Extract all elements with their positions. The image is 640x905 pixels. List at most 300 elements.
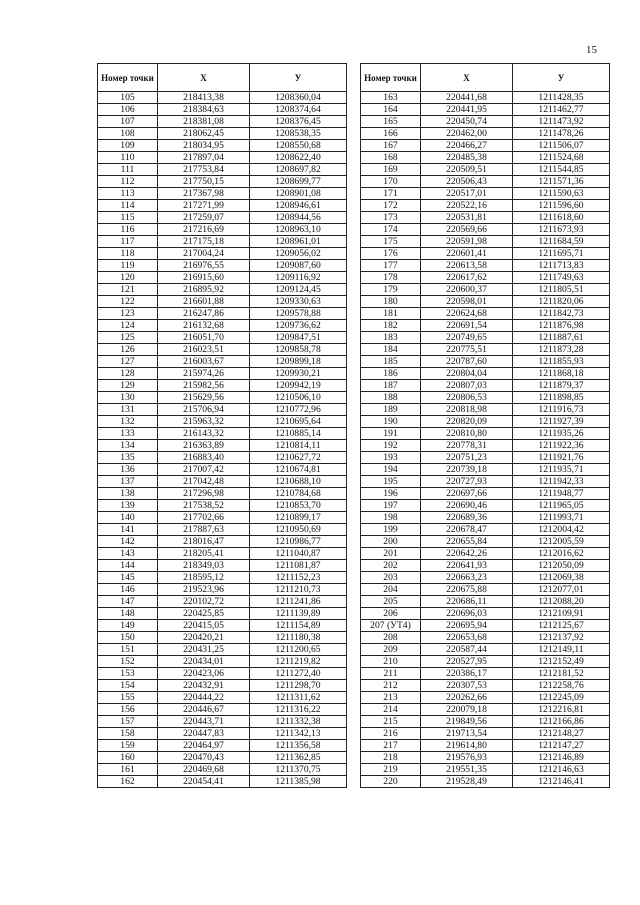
cell-x: 220506,43 <box>421 176 513 188</box>
cell-x: 216247,86 <box>158 308 250 320</box>
cell-point-number: 194 <box>361 464 421 476</box>
table-row <box>361 320 610 332</box>
table-row <box>361 440 610 452</box>
cell-point-number: 147 <box>98 596 158 608</box>
cell-point-number: 145 <box>98 572 158 584</box>
cell-y: 1212137,92 <box>513 632 610 644</box>
cell-x: 216976,55 <box>158 260 250 272</box>
table-row <box>98 104 347 116</box>
cell-x: 218016,47 <box>158 536 250 548</box>
cell-point-number: 115 <box>98 212 158 224</box>
cell-point-number: 118 <box>98 248 158 260</box>
table-row <box>361 524 610 536</box>
table-row <box>98 608 347 620</box>
cell-x: 218062,45 <box>158 128 250 140</box>
cell-x: 216915,60 <box>158 272 250 284</box>
cell-point-number: 151 <box>98 644 158 656</box>
cell-x: 220591,98 <box>421 236 513 248</box>
table-row <box>361 356 610 368</box>
cell-x: 220675,88 <box>421 584 513 596</box>
cell-y: 1212146,89 <box>513 752 610 764</box>
cell-point-number: 156 <box>98 704 158 716</box>
cell-y: 1211935,71 <box>513 464 610 476</box>
table-row <box>98 140 347 152</box>
cell-x: 217702,66 <box>158 512 250 524</box>
table-row <box>361 404 610 416</box>
cell-y: 1212088,20 <box>513 596 610 608</box>
cell-y: 1211210,73 <box>250 584 347 596</box>
cell-y: 1208963,10 <box>250 224 347 236</box>
cell-point-number: 173 <box>361 212 421 224</box>
cell-point-number: 133 <box>98 428 158 440</box>
cell-point-number: 179 <box>361 284 421 296</box>
cell-x: 220820,09 <box>421 416 513 428</box>
cell-point-number: 167 <box>361 140 421 152</box>
cell-y: 1211370,75 <box>250 764 347 776</box>
cell-y: 1211544,85 <box>513 164 610 176</box>
cell-point-number: 106 <box>98 104 158 116</box>
cell-point-number: 207 (УТ4) <box>361 620 421 632</box>
cell-y: 1211921,76 <box>513 452 610 464</box>
coordinates-table-right <box>360 63 610 788</box>
table-row <box>361 296 610 308</box>
cell-y: 1212146,63 <box>513 764 610 776</box>
cell-point-number: 217 <box>361 740 421 752</box>
cell-y: 1211879,37 <box>513 380 610 392</box>
cell-x: 218349,03 <box>158 560 250 572</box>
cell-y: 1211749,63 <box>513 272 610 284</box>
cell-point-number: 150 <box>98 632 158 644</box>
table-row <box>98 200 347 212</box>
cell-point-number: 116 <box>98 224 158 236</box>
cell-x: 217175,18 <box>158 236 250 248</box>
table-row <box>98 128 347 140</box>
cell-x: 220509,51 <box>421 164 513 176</box>
table-row <box>98 728 347 740</box>
cell-x: 220775,51 <box>421 344 513 356</box>
table-row <box>98 116 347 128</box>
cell-x: 220804,04 <box>421 368 513 380</box>
cell-x: 220810,80 <box>421 428 513 440</box>
table-row <box>98 764 347 776</box>
cell-y: 1211200,65 <box>250 644 347 656</box>
cell-y: 1211524,68 <box>513 152 610 164</box>
table-row <box>98 236 347 248</box>
cell-x: 220690,46 <box>421 500 513 512</box>
cell-x: 216023,51 <box>158 344 250 356</box>
cell-point-number: 105 <box>98 92 158 104</box>
cell-y: 1211316,22 <box>250 704 347 716</box>
cell-point-number: 182 <box>361 320 421 332</box>
cell-point-number: 159 <box>98 740 158 752</box>
table-header-row <box>361 64 610 92</box>
cell-y: 1211855,93 <box>513 356 610 368</box>
cell-x: 220727,93 <box>421 476 513 488</box>
table-row <box>98 572 347 584</box>
table-row <box>361 344 610 356</box>
cell-x: 219576,93 <box>421 752 513 764</box>
cell-x: 220778,31 <box>421 440 513 452</box>
cell-point-number: 186 <box>361 368 421 380</box>
table-row <box>361 620 610 632</box>
cell-x: 217897,04 <box>158 152 250 164</box>
cell-point-number: 177 <box>361 260 421 272</box>
cell-point-number: 123 <box>98 308 158 320</box>
cell-x: 220613,58 <box>421 260 513 272</box>
cell-x: 219849,56 <box>421 716 513 728</box>
cell-y: 1211154,89 <box>250 620 347 632</box>
cell-y: 1211684,59 <box>513 236 610 248</box>
cell-point-number: 122 <box>98 296 158 308</box>
cell-point-number: 192 <box>361 440 421 452</box>
cell-point-number: 211 <box>361 668 421 680</box>
cell-y: 1211842,73 <box>513 308 610 320</box>
cell-y: 1211805,51 <box>513 284 610 296</box>
cell-point-number: 185 <box>361 356 421 368</box>
table-row <box>361 236 610 248</box>
cell-y: 1208374,64 <box>250 104 347 116</box>
table-row <box>361 776 610 788</box>
cell-point-number: 126 <box>98 344 158 356</box>
cell-point-number: 162 <box>98 776 158 788</box>
table-row <box>98 536 347 548</box>
table-row <box>98 428 347 440</box>
cell-x: 220696,03 <box>421 608 513 620</box>
cell-point-number: 148 <box>98 608 158 620</box>
cell-point-number: 121 <box>98 284 158 296</box>
cell-point-number: 184 <box>361 344 421 356</box>
cell-point-number: 128 <box>98 368 158 380</box>
cell-point-number: 137 <box>98 476 158 488</box>
cell-point-number: 110 <box>98 152 158 164</box>
cell-x: 220569,66 <box>421 224 513 236</box>
cell-x: 220423,06 <box>158 668 250 680</box>
cell-point-number: 134 <box>98 440 158 452</box>
table-row <box>98 620 347 632</box>
cell-point-number: 108 <box>98 128 158 140</box>
table-row <box>98 152 347 164</box>
cell-x: 220415,05 <box>158 620 250 632</box>
cell-y: 1211713,83 <box>513 260 610 272</box>
cell-y: 1212166,86 <box>513 716 610 728</box>
cell-x: 220601,41 <box>421 248 513 260</box>
cell-point-number: 129 <box>98 380 158 392</box>
cell-y: 1211298,70 <box>250 680 347 692</box>
cell-x: 216003,67 <box>158 356 250 368</box>
table-row <box>98 500 347 512</box>
cell-point-number: 119 <box>98 260 158 272</box>
table-row <box>98 548 347 560</box>
cell-point-number: 181 <box>361 308 421 320</box>
cell-y: 1211139,89 <box>250 608 347 620</box>
cell-x: 220807,03 <box>421 380 513 392</box>
table-row <box>361 248 610 260</box>
cell-x: 220441,68 <box>421 92 513 104</box>
cell-x: 215974,26 <box>158 368 250 380</box>
cell-x: 220587,44 <box>421 644 513 656</box>
cell-point-number: 216 <box>361 728 421 740</box>
table-row <box>361 308 610 320</box>
table-row <box>361 596 610 608</box>
table-row <box>98 164 347 176</box>
cell-point-number: 112 <box>98 176 158 188</box>
table-row <box>361 272 610 284</box>
table-row <box>361 668 610 680</box>
cell-y: 1211948,77 <box>513 488 610 500</box>
cell-point-number: 111 <box>98 164 158 176</box>
cell-point-number: 210 <box>361 656 421 668</box>
cell-y: 1208944,56 <box>250 212 347 224</box>
cell-x: 217750,15 <box>158 176 250 188</box>
cell-x: 216601,88 <box>158 296 250 308</box>
header-point-number: Номер точки <box>361 64 421 92</box>
page-number: 15 <box>586 44 597 56</box>
cell-y: 1212149,11 <box>513 644 610 656</box>
table-row <box>98 368 347 380</box>
table-row <box>98 716 347 728</box>
cell-point-number: 203 <box>361 572 421 584</box>
cell-x: 220470,43 <box>158 752 250 764</box>
cell-x: 220655,84 <box>421 536 513 548</box>
table-row <box>98 644 347 656</box>
cell-x: 220531,81 <box>421 212 513 224</box>
cell-point-number: 193 <box>361 452 421 464</box>
cell-y: 1212181,52 <box>513 668 610 680</box>
cell-y: 1212016,62 <box>513 548 610 560</box>
cell-x: 217259,07 <box>158 212 250 224</box>
cell-y: 1211596,60 <box>513 200 610 212</box>
table-row <box>98 308 347 320</box>
header-point-number: Номер точки <box>98 64 158 92</box>
cell-point-number: 187 <box>361 380 421 392</box>
cell-point-number: 170 <box>361 176 421 188</box>
table-row <box>361 200 610 212</box>
table-row <box>361 332 610 344</box>
cell-y: 1210853,70 <box>250 500 347 512</box>
cell-x: 216143,32 <box>158 428 250 440</box>
table-row <box>361 152 610 164</box>
cell-y: 1211241,86 <box>250 596 347 608</box>
cell-x: 220787,60 <box>421 356 513 368</box>
cell-point-number: 214 <box>361 704 421 716</box>
cell-point-number: 201 <box>361 548 421 560</box>
cell-x: 220689,36 <box>421 512 513 524</box>
cell-x: 220454,41 <box>158 776 250 788</box>
header-y: У <box>513 64 610 92</box>
table-row <box>361 392 610 404</box>
table-row <box>98 452 347 464</box>
cell-point-number: 195 <box>361 476 421 488</box>
cell-y: 1211506,07 <box>513 140 610 152</box>
table-row <box>98 284 347 296</box>
cell-x: 220806,53 <box>421 392 513 404</box>
cell-x: 220386,17 <box>421 668 513 680</box>
cell-x: 216883,40 <box>158 452 250 464</box>
cell-point-number: 132 <box>98 416 158 428</box>
cell-y: 1208360,04 <box>250 92 347 104</box>
cell-x: 220624,68 <box>421 308 513 320</box>
cell-point-number: 142 <box>98 536 158 548</box>
cell-y: 1211356,58 <box>250 740 347 752</box>
header-y: У <box>250 64 347 92</box>
table-row <box>98 524 347 536</box>
cell-y: 1209930,21 <box>250 368 347 380</box>
cell-y: 1212148,27 <box>513 728 610 740</box>
cell-point-number: 213 <box>361 692 421 704</box>
cell-point-number: 202 <box>361 560 421 572</box>
table-row <box>361 752 610 764</box>
table-row <box>98 404 347 416</box>
cell-y: 1211873,28 <box>513 344 610 356</box>
table-row <box>361 560 610 572</box>
cell-point-number: 117 <box>98 236 158 248</box>
cell-y: 1210674,81 <box>250 464 347 476</box>
table-row <box>98 632 347 644</box>
cell-y: 1212004,42 <box>513 524 610 536</box>
cell-y: 1211820,06 <box>513 296 610 308</box>
table-row <box>98 440 347 452</box>
cell-point-number: 212 <box>361 680 421 692</box>
cell-y: 1208946,61 <box>250 200 347 212</box>
cell-point-number: 113 <box>98 188 158 200</box>
table-row <box>361 212 610 224</box>
table-row <box>98 320 347 332</box>
table-row <box>361 176 610 188</box>
cell-x: 220441,95 <box>421 104 513 116</box>
cell-y: 1211876,98 <box>513 320 610 332</box>
cell-x: 219713,54 <box>421 728 513 740</box>
cell-x: 220102,72 <box>158 596 250 608</box>
cell-point-number: 175 <box>361 236 421 248</box>
table-row <box>361 764 610 776</box>
table-row <box>98 188 347 200</box>
table-row <box>361 704 610 716</box>
cell-point-number: 138 <box>98 488 158 500</box>
cell-x: 216132,68 <box>158 320 250 332</box>
table-row <box>361 452 610 464</box>
cell-x: 217753,84 <box>158 164 250 176</box>
cell-x: 219528,49 <box>421 776 513 788</box>
table-row <box>98 392 347 404</box>
cell-y: 1211040,87 <box>250 548 347 560</box>
table-row <box>361 728 610 740</box>
cell-x: 219551,35 <box>421 764 513 776</box>
table-row <box>361 428 610 440</box>
table-row <box>98 248 347 260</box>
cell-x: 220522,16 <box>421 200 513 212</box>
cell-point-number: 130 <box>98 392 158 404</box>
cell-point-number: 120 <box>98 272 158 284</box>
cell-x: 220434,01 <box>158 656 250 668</box>
cell-x: 217007,42 <box>158 464 250 476</box>
cell-y: 1212069,38 <box>513 572 610 584</box>
cell-y: 1209087,60 <box>250 260 347 272</box>
cell-x: 217042,48 <box>158 476 250 488</box>
cell-y: 1212245,09 <box>513 692 610 704</box>
cell-y: 1211332,38 <box>250 716 347 728</box>
cell-y: 1212005,59 <box>513 536 610 548</box>
cell-point-number: 220 <box>361 776 421 788</box>
cell-point-number: 197 <box>361 500 421 512</box>
cell-x: 220686,11 <box>421 596 513 608</box>
table-row <box>361 260 610 272</box>
cell-y: 1211362,85 <box>250 752 347 764</box>
cell-point-number: 183 <box>361 332 421 344</box>
table-row <box>98 296 347 308</box>
cell-y: 1211342,13 <box>250 728 347 740</box>
cell-y: 1211462,77 <box>513 104 610 116</box>
cell-point-number: 127 <box>98 356 158 368</box>
cell-point-number: 135 <box>98 452 158 464</box>
cell-y: 1209858,78 <box>250 344 347 356</box>
table-row <box>98 752 347 764</box>
table-row <box>361 512 610 524</box>
table-row <box>361 584 610 596</box>
cell-x: 217004,24 <box>158 248 250 260</box>
cell-y: 1209736,62 <box>250 320 347 332</box>
cell-x: 216895,92 <box>158 284 250 296</box>
table-row <box>361 692 610 704</box>
cell-y: 1210784,68 <box>250 488 347 500</box>
cell-x: 220749,65 <box>421 332 513 344</box>
cell-x: 220527,95 <box>421 656 513 668</box>
cell-point-number: 165 <box>361 116 421 128</box>
cell-y: 1209124,45 <box>250 284 347 296</box>
cell-y: 1209056,02 <box>250 248 347 260</box>
cell-point-number: 171 <box>361 188 421 200</box>
table-row <box>98 596 347 608</box>
cell-x: 220517,01 <box>421 188 513 200</box>
table-row <box>98 92 347 104</box>
table-row <box>361 716 610 728</box>
table-row <box>361 656 610 668</box>
table-row <box>98 656 347 668</box>
cell-x: 220663,23 <box>421 572 513 584</box>
cell-x: 218413,38 <box>158 92 250 104</box>
cell-x: 220642,26 <box>421 548 513 560</box>
cell-y: 1208622,40 <box>250 152 347 164</box>
cell-x: 220462,00 <box>421 128 513 140</box>
cell-x: 218205,41 <box>158 548 250 560</box>
cell-x: 217271,99 <box>158 200 250 212</box>
table-row <box>361 680 610 692</box>
table-row <box>98 560 347 572</box>
table-row <box>98 776 347 788</box>
table-row <box>361 188 610 200</box>
cell-x: 217296,98 <box>158 488 250 500</box>
cell-x: 215963,32 <box>158 416 250 428</box>
cell-point-number: 163 <box>361 92 421 104</box>
cell-y: 1212146,41 <box>513 776 610 788</box>
cell-x: 220641,93 <box>421 560 513 572</box>
cell-x: 220432,91 <box>158 680 250 692</box>
cell-y: 1211081,87 <box>250 560 347 572</box>
cell-y: 1211942,33 <box>513 476 610 488</box>
cell-x: 220420,21 <box>158 632 250 644</box>
cell-x: 217887,63 <box>158 524 250 536</box>
cell-y: 1210506,10 <box>250 392 347 404</box>
cell-x: 220653,68 <box>421 632 513 644</box>
cell-y: 1211571,36 <box>513 176 610 188</box>
cell-y: 1211473,92 <box>513 116 610 128</box>
table-row <box>98 740 347 752</box>
cell-y: 1211618,60 <box>513 212 610 224</box>
cell-x: 215629,56 <box>158 392 250 404</box>
cell-point-number: 149 <box>98 620 158 632</box>
cell-x: 220466,27 <box>421 140 513 152</box>
table-row <box>361 92 610 104</box>
cell-x: 220697,66 <box>421 488 513 500</box>
